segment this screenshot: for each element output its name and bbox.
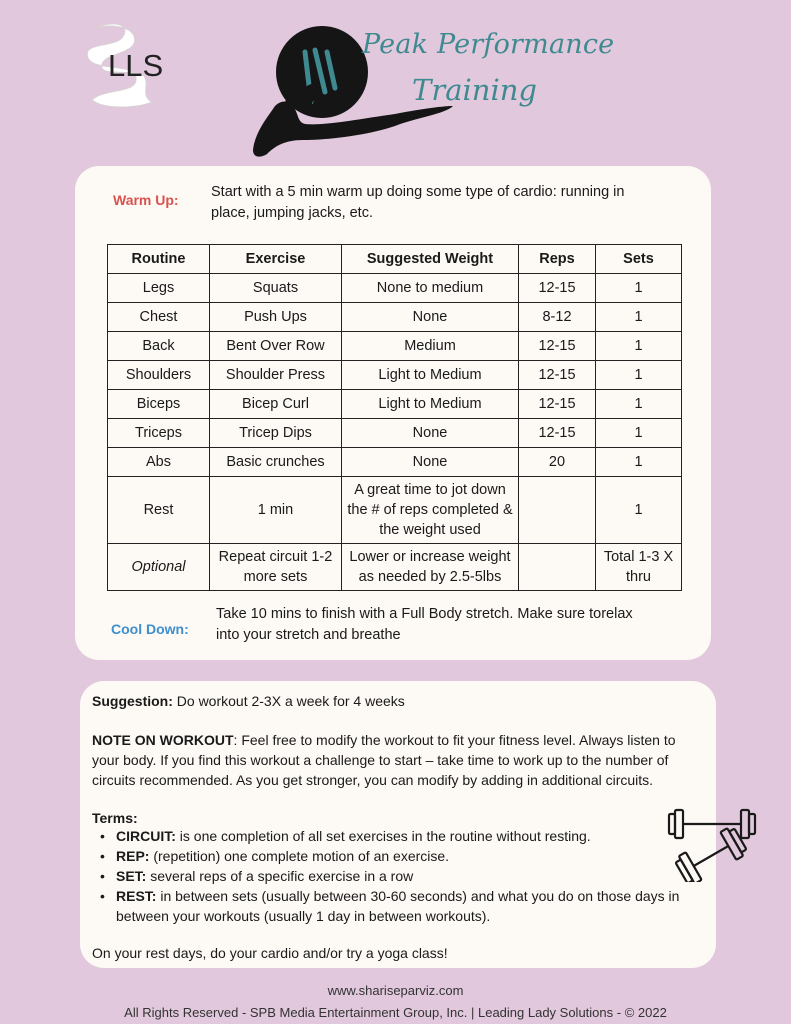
dumbbell-icon bbox=[665, 800, 757, 882]
table-cell: 1 bbox=[596, 419, 682, 448]
list-item bbox=[100, 846, 700, 866]
footer-copyright: All Rights Reserved - SPB Media Entertainment Group, Inc. | Leading Lady Solutions - © 2022 bbox=[124, 1005, 667, 1020]
warmup-label: Warm Up: bbox=[113, 192, 179, 208]
table-cell: Bent Over Row bbox=[210, 332, 342, 361]
table-cell: Chest bbox=[108, 303, 210, 332]
table-cell: 1 min bbox=[210, 477, 342, 544]
term-label: CIRCUIT: bbox=[116, 828, 176, 844]
table-cell: Light to Medium bbox=[342, 390, 519, 419]
brand-title-line2: Training bbox=[412, 73, 537, 107]
table-cell: Rest bbox=[108, 477, 210, 544]
brand-title-line1: Peak Performance bbox=[362, 29, 615, 60]
suggestion-text: Do workout 2-3X a week for 4 weeks bbox=[172, 693, 405, 709]
column-header: Suggested Weight bbox=[342, 245, 519, 274]
table-cell: Basic crunches bbox=[210, 448, 342, 477]
table-row bbox=[108, 274, 682, 303]
table-cell: Optional bbox=[108, 544, 210, 591]
table-row bbox=[108, 448, 682, 477]
closing-text: On your rest days, do your cardio and/or try a yoga class! bbox=[92, 945, 448, 961]
term-definition: several reps of a specific exercise in a row bbox=[146, 868, 414, 884]
cooldown-label: Cool Down: bbox=[111, 621, 189, 637]
note-label: NOTE ON WORKOUT bbox=[92, 732, 234, 748]
table-cell: 1 bbox=[596, 303, 682, 332]
table-cell: Abs bbox=[108, 448, 210, 477]
table-cell: Push Ups bbox=[210, 303, 342, 332]
term-definition: in between sets (usually between 30-60 seconds) and what you do on those days in between your workouts (usually 1 day in between workouts). bbox=[116, 888, 680, 924]
table-cell: Bicep Curl bbox=[210, 390, 342, 419]
table-cell: Triceps bbox=[108, 419, 210, 448]
table-cell: Tricep Dips bbox=[210, 419, 342, 448]
suggestion-label: Suggestion: bbox=[92, 693, 173, 709]
table-cell: Lower or increase weight as needed by 2.5-5lbs bbox=[342, 544, 519, 591]
table-row bbox=[108, 477, 682, 544]
table-header-row bbox=[108, 245, 682, 274]
table-row bbox=[108, 544, 682, 591]
table-cell: 12-15 bbox=[519, 274, 596, 303]
table-cell: Medium bbox=[342, 332, 519, 361]
table-row bbox=[108, 303, 682, 332]
list-item bbox=[100, 866, 700, 886]
table-cell: 1 bbox=[596, 477, 682, 544]
table-cell: Light to Medium bbox=[342, 361, 519, 390]
table-cell bbox=[519, 544, 596, 591]
column-header: Routine bbox=[108, 245, 210, 274]
column-header: Sets bbox=[596, 245, 682, 274]
terms-title: Terms: bbox=[92, 810, 138, 826]
table-cell: None to medium bbox=[342, 274, 519, 303]
table-cell: Shoulders bbox=[108, 361, 210, 390]
table-cell: 1 bbox=[596, 274, 682, 303]
lls-logo-text: LLS bbox=[108, 48, 164, 83]
suggestion-paragraph bbox=[92, 691, 692, 711]
warmup-text: Start with a 5 min warm up doing some type of cardio: running in place, jumping jacks, etc. bbox=[211, 184, 625, 221]
table-cell: 1 bbox=[596, 390, 682, 419]
table-row bbox=[108, 361, 682, 390]
term-definition: is one completion of all set exercises in the routine without resting. bbox=[175, 828, 591, 844]
table-cell: 12-15 bbox=[519, 332, 596, 361]
table-cell: 1 bbox=[596, 332, 682, 361]
table-cell: 12-15 bbox=[519, 419, 596, 448]
table-cell: 8-12 bbox=[519, 303, 596, 332]
table-cell: Legs bbox=[108, 274, 210, 303]
table-cell: 12-15 bbox=[519, 361, 596, 390]
list-item bbox=[100, 826, 700, 846]
table-cell: None bbox=[342, 303, 519, 332]
cooldown-text: Take 10 mins to finish with a Full Body stretch. Make sure torelax into your stretch and breathe bbox=[216, 606, 633, 643]
list-item bbox=[100, 886, 686, 926]
note-text: : Feel free to modify the workout to fit your fitness level. Always listen to your body. If you find this workout a challenge to start – take time to work up to the number of circuits recommended. As you get stronger, you can modify by adding in additional circuits. bbox=[92, 732, 676, 788]
column-header: Reps bbox=[519, 245, 596, 274]
term-label: REP: bbox=[116, 848, 150, 864]
table-row bbox=[108, 419, 682, 448]
table-cell: A great time to jot down the # of reps completed & the weight used bbox=[342, 477, 519, 544]
workout-table bbox=[107, 244, 682, 591]
table-cell: 20 bbox=[519, 448, 596, 477]
table-row bbox=[108, 332, 682, 361]
footer-website: www.shariseparviz.com bbox=[327, 983, 464, 998]
table-cell: None bbox=[342, 448, 519, 477]
table-cell: None bbox=[342, 419, 519, 448]
term-label: REST: bbox=[116, 888, 157, 904]
table-cell bbox=[519, 477, 596, 544]
table-row bbox=[108, 390, 682, 419]
table-cell: Shoulder Press bbox=[210, 361, 342, 390]
table-cell: Biceps bbox=[108, 390, 210, 419]
table-cell: 1 bbox=[596, 448, 682, 477]
table-cell: Back bbox=[108, 332, 210, 361]
table-cell: Total 1-3 X thru bbox=[596, 544, 682, 591]
term-label: SET: bbox=[116, 868, 147, 884]
terms-list bbox=[100, 826, 700, 926]
column-header: Exercise bbox=[210, 245, 342, 274]
table-cell: 12-15 bbox=[519, 390, 596, 419]
note-paragraph bbox=[92, 730, 692, 790]
table-cell: 1 bbox=[596, 361, 682, 390]
table-cell: Repeat circuit 1-2 more sets bbox=[210, 544, 342, 591]
term-definition: (repetition) one complete motion of an exercise. bbox=[149, 848, 450, 864]
table-cell: Squats bbox=[210, 274, 342, 303]
